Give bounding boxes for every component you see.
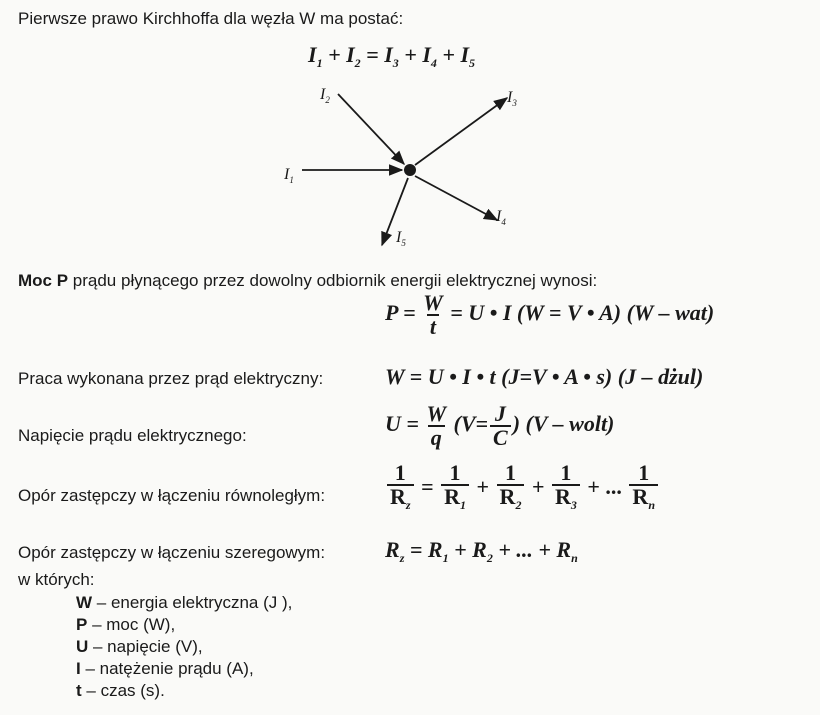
power-formula: P = $\frac{W}{t}$ = U • I (W = V • A) (W – wat) xyxy=(385,290,715,339)
power-intro: Moc P prądu płynącego przez dowolny odbiornik energii elektrycznej wynosi: xyxy=(18,271,598,290)
voltage-label: Napięcie prądu elektrycznego: xyxy=(18,426,247,445)
work-label: Praca wykonana przez prąd elektryczny: xyxy=(18,369,324,388)
legend-item: U – napięcie (V), xyxy=(76,637,203,656)
series-label: Opór zastępczy w łączeniu szeregowym: xyxy=(18,543,326,562)
label-i3: $I_3$ xyxy=(507,89,517,109)
label-i2: $I_2$ xyxy=(320,86,330,106)
series-formula: $R_z = R_1 + R_2$ + ... + $R_n$ xyxy=(385,537,578,565)
where-text: w których: xyxy=(18,570,95,589)
label-i5: $I_5$ xyxy=(396,229,406,249)
legend-item: I – natężenie prądu (A), xyxy=(76,659,254,678)
node-w xyxy=(404,164,416,176)
intro-text: Pierwsze prawo Kirchhoffa dla węzła W ma postać: xyxy=(18,9,404,28)
legend-item: P – moc (W), xyxy=(76,615,176,634)
parallel-label: Opór zastępczy w łączeniu równoległym: xyxy=(18,486,326,505)
current-arrow-i3 xyxy=(415,98,507,165)
symbol-legend xyxy=(76,592,292,702)
label-i4: $I_4$ xyxy=(496,208,506,228)
current-arrow-i2 xyxy=(338,94,404,164)
current-arrow-i4 xyxy=(415,176,497,220)
voltage-formula: U = $\frac{W}{q}$ (V= $\frac{J}{C}$ ) (V – wolt) xyxy=(385,401,615,450)
kirchhoff-equation: $I_1 + I_2 = I_3 + I_4 + I_5$ xyxy=(308,42,475,70)
legend-item: W – energia elektryczna (J ), xyxy=(76,593,293,612)
legend-item: t – czas (s). xyxy=(76,681,165,700)
work-formula: W = U • I • t (J=V • A • s) (J – dżul) xyxy=(385,364,704,389)
parallel-formula: $\frac{1}{R_z}$ = $\frac{1}{R_1}$ + $\frac{1}{R_2}$ + $\frac{1}{R_3}$ + ... $\frac{1}{R_n}$ xyxy=(385,462,660,516)
label-i1: $I_1$ xyxy=(284,166,294,186)
